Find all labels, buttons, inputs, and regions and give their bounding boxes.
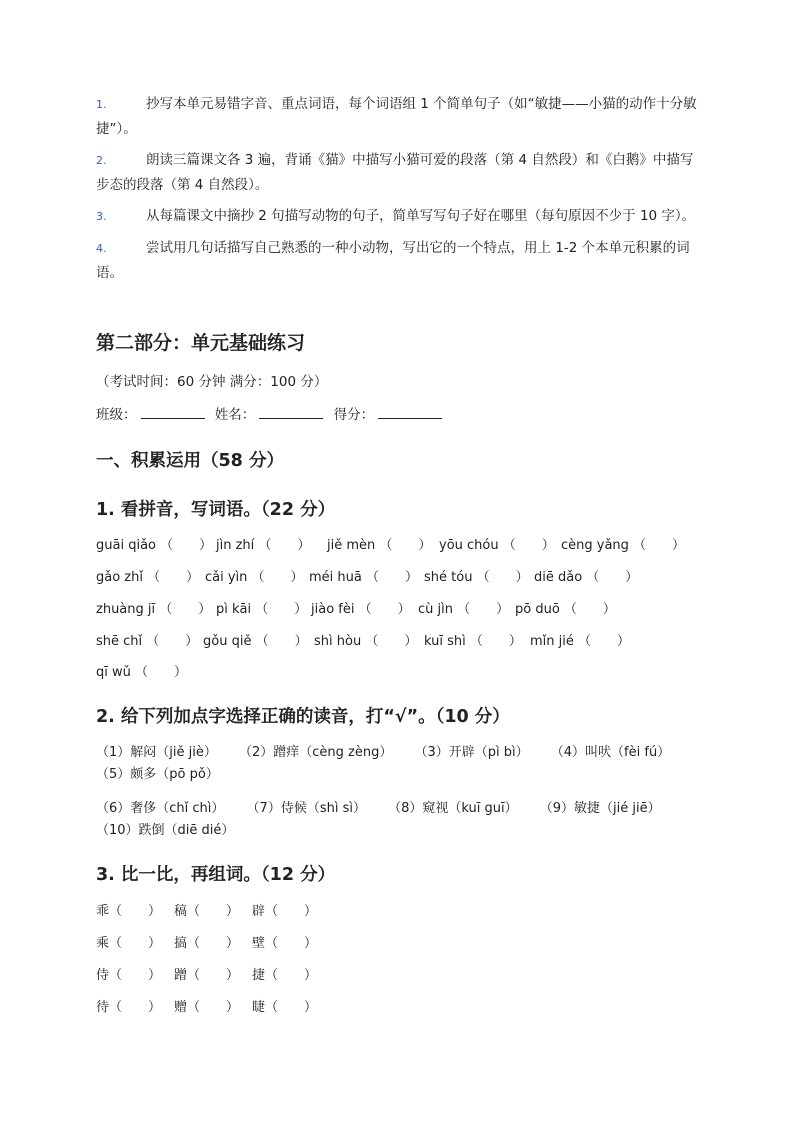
pinyin-item: guāi qiǎo （ ） — [96, 538, 213, 553]
name-blank[interactable] — [259, 404, 323, 419]
pinyin-item: diē dǎo （ ） — [534, 570, 639, 585]
pinyin-item: jiě mèn （ ） — [327, 538, 432, 553]
pinyin-item: cèng yǎng （ ） — [561, 538, 686, 553]
pinyin-item: yōu chóu （ ） — [439, 538, 555, 553]
char-compare-row — [96, 934, 330, 954]
question-title: 1. 看拼音，写词语。（22 分） — [96, 500, 336, 520]
exam-info: （考试时间：60 分钟 满分：100 分） — [96, 374, 328, 390]
question-title: 2. 给下列加点字选择正确的读音，打“√”。（10 分） — [96, 707, 510, 727]
pinyin-item: cǎi yìn （ ） — [205, 570, 304, 585]
task-item — [96, 148, 700, 197]
reading-choice[interactable]: （6）奢侈（chǐ chì） — [96, 801, 225, 816]
pinyin-item: cù jìn （ ） — [418, 602, 510, 617]
pinyin-row — [96, 536, 685, 556]
pinyin-item: pì kāi （ ） — [216, 602, 308, 617]
char-compare-row — [96, 966, 330, 986]
reading-choice[interactable]: （8）窥视（kuī guī） — [388, 801, 518, 816]
reading-choice[interactable]: （9）敏捷（jié jiē） — [539, 801, 661, 816]
char-item: 搞（ ） — [174, 936, 240, 951]
task-number: 1. — [96, 98, 107, 111]
task-item — [96, 204, 700, 229]
char-item: 待（ ） — [96, 1000, 162, 1015]
pinyin-item: méi huā （ ） — [309, 570, 418, 585]
reading-choice[interactable]: （3）开辟（pì bì） — [414, 745, 529, 760]
task-number: 4. — [96, 242, 107, 255]
reading-choice[interactable]: （7）侍候（shì sì） — [246, 801, 366, 816]
pinyin-item: shì hòu （ ） — [314, 634, 418, 649]
char-item: 睫（ ） — [252, 1000, 318, 1015]
char-item: 辟（ ） — [252, 904, 318, 919]
reading-choice[interactable]: （4）叫吠（fèi fú） — [550, 745, 671, 760]
char-compare-row — [96, 998, 330, 1018]
homework-task-list — [96, 92, 700, 292]
name-label: 姓名： — [214, 407, 256, 423]
task-text: 抄写本单元易错字音、重点词语，每个词语组 1 个简单句子（如“敏捷——小猫的动作十分敏捷”）。 — [96, 96, 697, 137]
task-number: 2. — [96, 154, 107, 167]
pinyin-row — [96, 632, 630, 652]
score-label: 得分： — [333, 407, 375, 423]
task-item — [96, 236, 700, 285]
reading-choice[interactable]: （2）蹭痒（cèng zèng） — [239, 745, 393, 760]
task-item — [96, 92, 700, 141]
pinyin-item: jiào fèi （ ） — [311, 602, 411, 617]
class-blank[interactable] — [141, 404, 205, 419]
pinyin-row — [96, 663, 187, 683]
char-item: 稿（ ） — [174, 904, 240, 919]
pinyin-item: zhuàng jī （ ） — [96, 602, 212, 617]
task-text: 朗读三篇课文各 3 遍，背诵《猫》中描写小猫可爱的段落（第 4 自然段）和《白鹅》中描写步态的段落（第 4 自然段）。 — [96, 152, 694, 193]
reading-choice[interactable]: （5）颇多（pō pǒ） — [96, 767, 219, 782]
pinyin-item: jìn zhí （ ） — [216, 538, 311, 553]
char-item: 侍（ ） — [96, 968, 162, 983]
char-item: 赠（ ） — [174, 1000, 240, 1015]
pinyin-item: gǎo zhǐ （ ） — [96, 570, 200, 585]
pinyin-item: shē chǐ （ ） — [96, 634, 199, 649]
reading-choice-list — [96, 798, 700, 842]
char-item: 乖（ ） — [96, 904, 162, 919]
pinyin-item: mǐn jié （ ） — [530, 634, 631, 649]
task-text: 从每篇课文中摘抄 2 句描写动物的句子，简单写写句子好在哪里（每句原因不少于 10 字）。 — [146, 208, 696, 224]
pinyin-item: pō duō （ ） — [515, 602, 616, 617]
student-fields — [96, 404, 448, 426]
char-item: 捷（ ） — [252, 968, 318, 983]
part-title: 第二部分：单元基础练习 — [96, 332, 306, 354]
question-title: 3. 比一比，再组词。（12 分） — [96, 865, 336, 885]
pinyin-row — [96, 600, 616, 620]
reading-choice[interactable]: （1）解闷（jiě jiè） — [96, 745, 217, 760]
reading-choice[interactable]: （10）跌倒（diē dié） — [96, 823, 235, 838]
task-text: 尝试用几句话描写自己熟悉的一种小动物，写出它的一个特点，用上 1-2 个本单元积累的词语。 — [96, 240, 690, 281]
reading-choice-list — [96, 742, 700, 786]
pinyin-item: qī wǔ （ ） — [96, 665, 188, 680]
char-item: 壁（ ） — [252, 936, 318, 951]
task-number: 3. — [96, 210, 107, 223]
class-label: 班级： — [96, 407, 137, 423]
char-compare-row — [96, 902, 330, 922]
section-title: 一、积累运用（58 分） — [96, 451, 284, 471]
score-blank[interactable] — [378, 404, 442, 419]
pinyin-item: shé tóu （ ） — [424, 570, 529, 585]
pinyin-item: kuī shì （ ） — [424, 634, 522, 649]
pinyin-item: gǒu qiě （ ） — [203, 634, 308, 649]
char-item: 蹭（ ） — [174, 968, 240, 983]
pinyin-row — [96, 568, 638, 588]
char-item: 乘（ ） — [96, 936, 162, 951]
